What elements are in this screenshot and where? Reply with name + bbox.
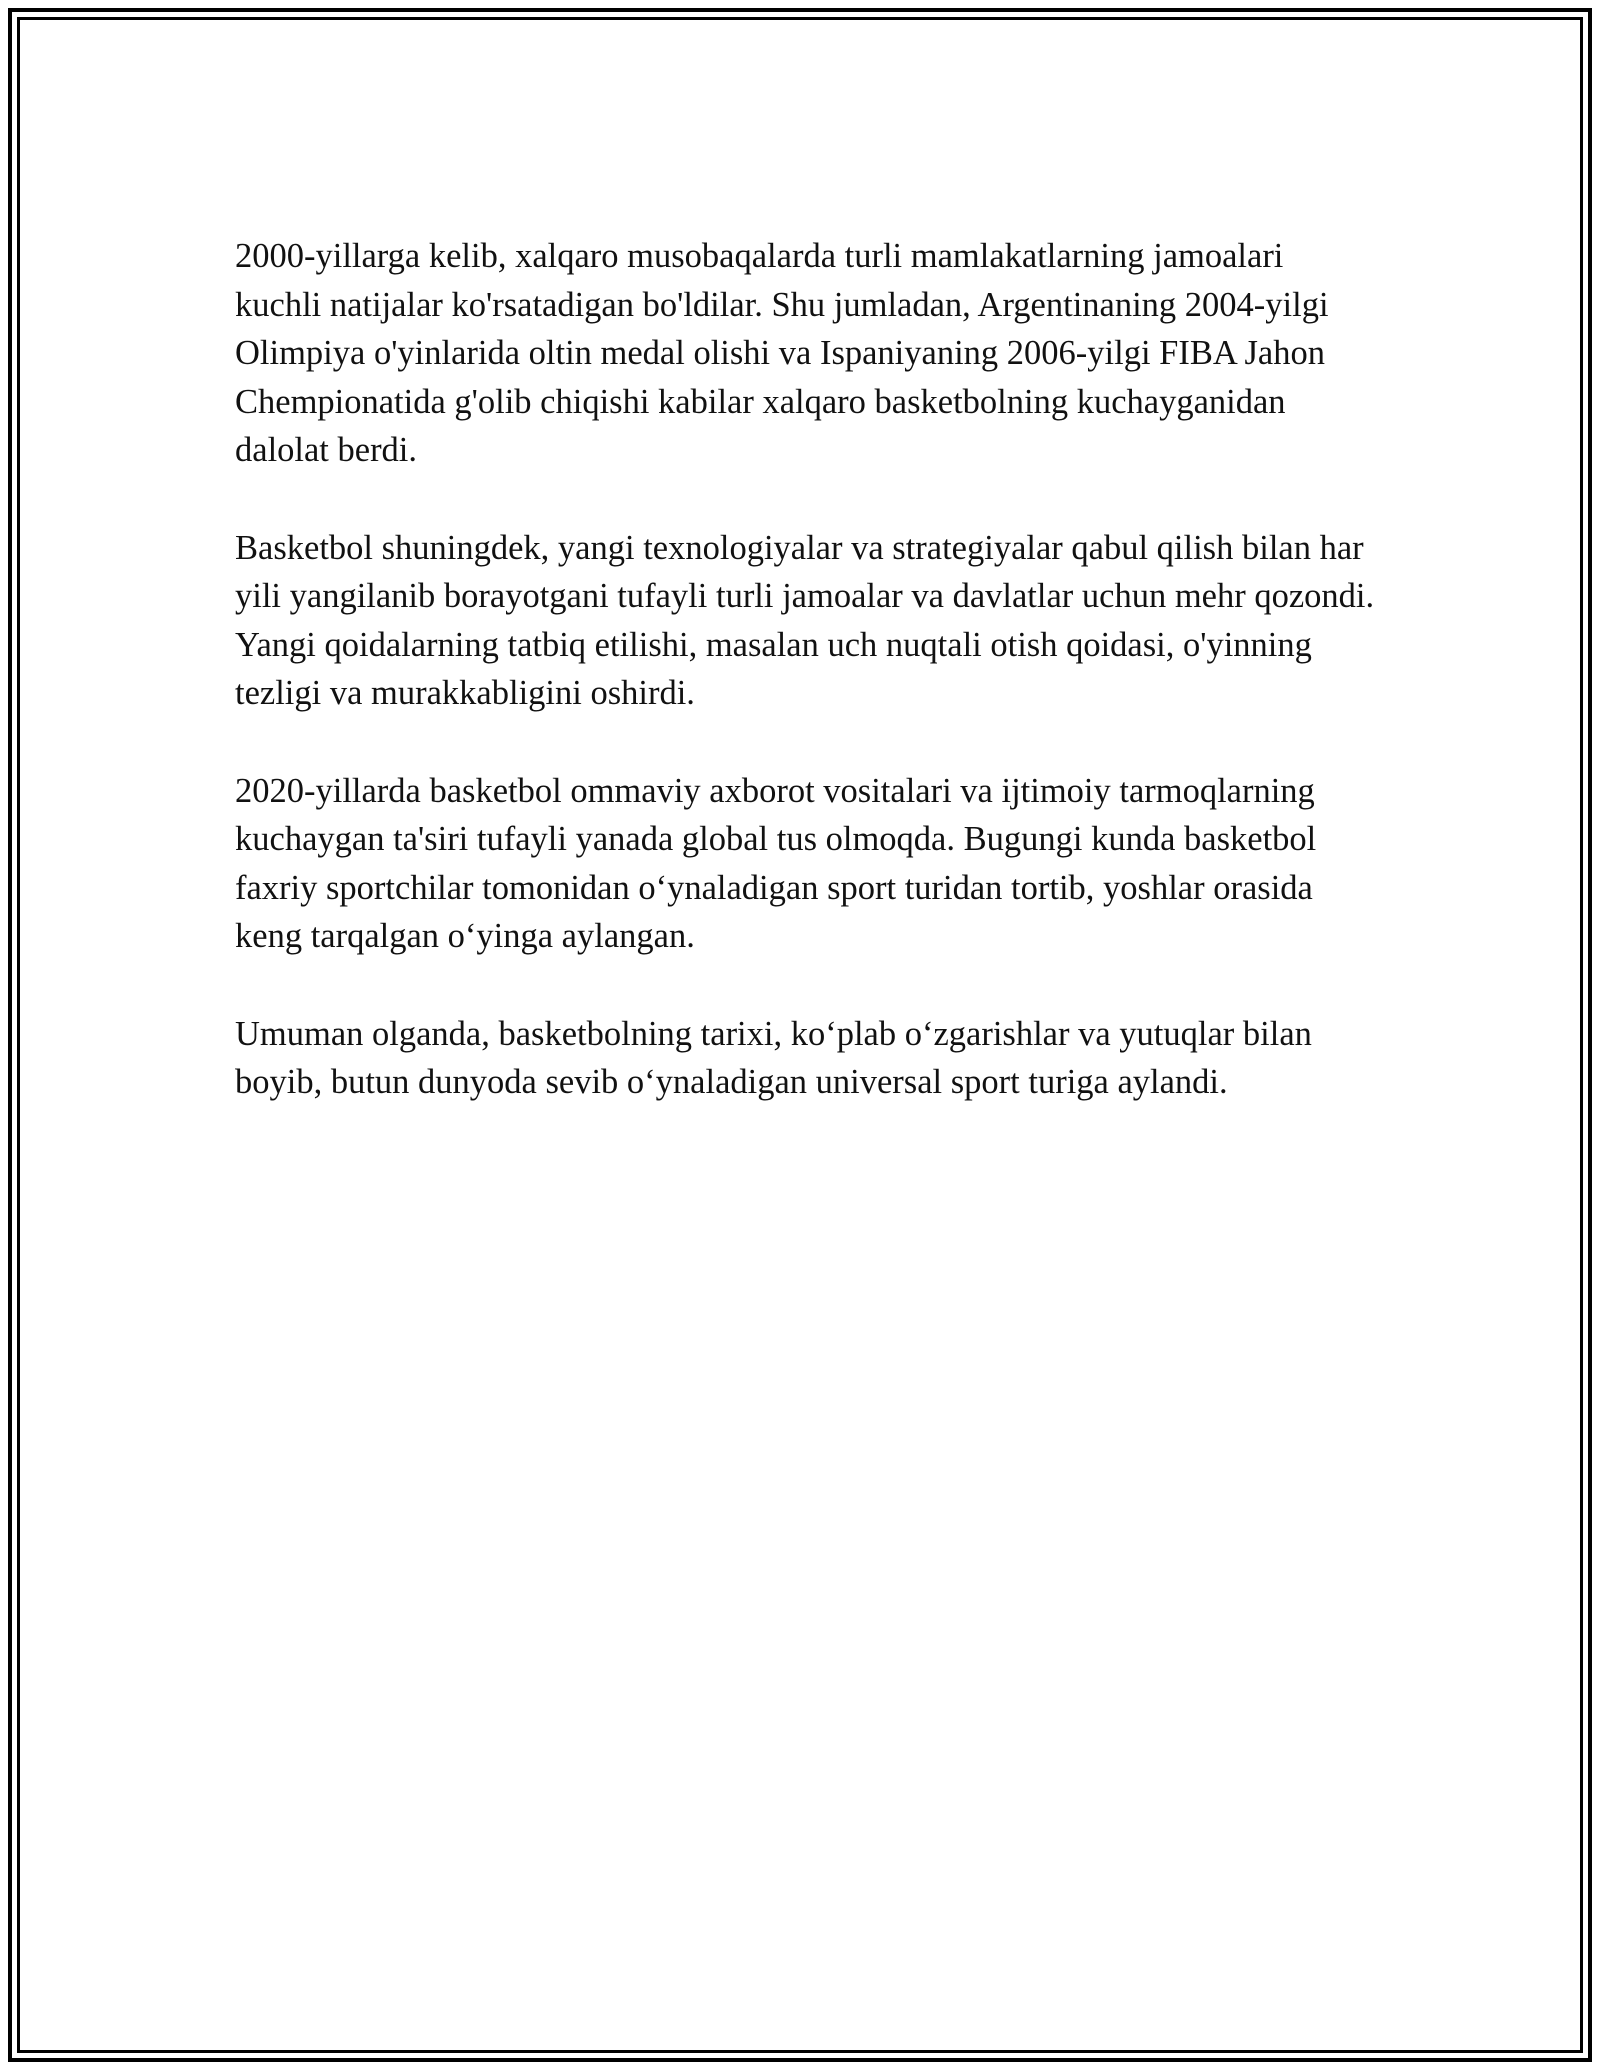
paragraph-international-results: 2000-yillarga kelib, xalqaro musobaqalarda turli mamlakatlarning jamoalari kuchli natijalar ko'rsatadigan bo'ldilar. Shu jumladan, Argentinaning 2004-yilgi Olimpiya o'yinlarida oltin medal olishi va Ispaniyaning 2006-yilgi FIBA Jahon Chempionatida g'olib chiqishi kabilar xalqaro basketbolning kuchayganidan dalolat berdi. xyxy=(235,237,1329,470)
paragraph-technology-strategy: Basketbol shuningdek, yangi texnologiyalar va strategiyalar qabul qilish bilan har yili yangilanib borayotgani tufayli turli jamoalar va davlatlar uchun mehr qozondi. Yangi qoidalarning tatbiq etilishi, masalan uch nuqtali otish qoidasi, o'yinning tezligi va murakkabligini oshirdi. xyxy=(235,528,1375,713)
paragraph-global-media: 2020-yillarda basketbol ommaviy axborot vositalari va ijtimoiy tarmoqlarning kuchaygan ta'siri tufayli yanada global tus olmoqda. Bugungi kunda basketbol faxriy sportchilar tomonidan o‘ynaladigan sport turidan tortib, yoshlar orasida keng tarqalgan o‘yinga aylangan. xyxy=(235,771,1317,956)
document-body xyxy=(235,232,1375,1155)
paragraph-conclusion: Umuman olganda, basketbolning tarixi, ko‘plab o‘zgarishlar va yutuqlar bilan boyib, butun dunyoda sevib o‘ynaladigan universal sport turiga aylandi. xyxy=(235,1014,1312,1102)
